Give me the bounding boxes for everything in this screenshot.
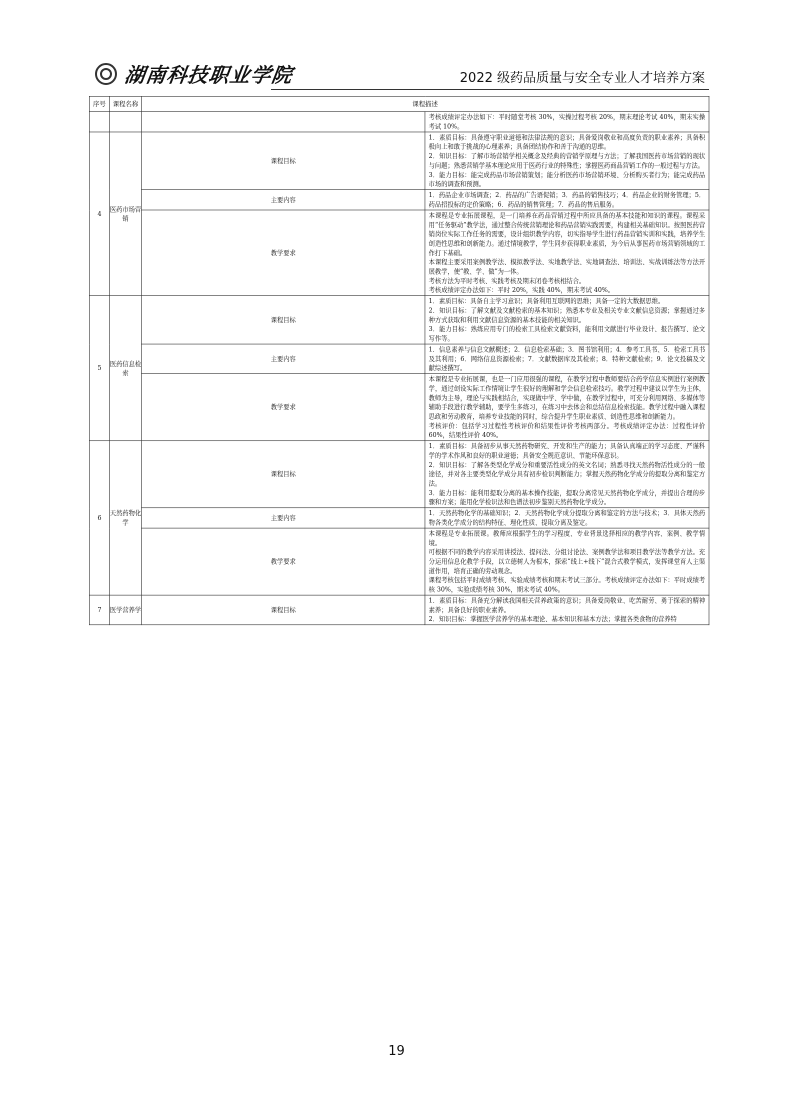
course-name: 医学营养学 [110, 595, 142, 625]
section-type-label: 课程目标 [141, 296, 425, 344]
description-paragraph: 1．素质目标：具备自主学习意识；具备利用互联网的思维；具备一定的大数据思维。 [428, 297, 665, 305]
description-paragraph: 2．知识目标：了解市场营销学相关概念及经典的营销学原理与方法；了解我国医药市场营销的现状与问题；熟悉营销学基本理论应用于医药行业的特殊性；掌握医药商品营销工作的一般过程与方法。 [428, 152, 706, 170]
table-row [89, 190, 708, 210]
course-name: 天然药物化学 [110, 441, 142, 595]
section-description [425, 441, 709, 508]
table-row [89, 528, 708, 595]
description-paragraph: 1．素质目标：具备初步从事天然药物研究、开发和生产的能力；具备认真端正的学习态度、严谨科学的学术作风和良好的职业道德；具备安全规范意识、节能环保意识。 [428, 442, 706, 460]
course-number: 7 [89, 595, 109, 625]
course-table [89, 96, 709, 625]
table-header-row [89, 96, 708, 111]
description-paragraph: 3．能力目标：熟练应用专门的检索工具检索文献资料，能利用文献进行毕业设计、报告撰写、论文写作等。 [428, 325, 706, 343]
course-number: 5 [89, 296, 109, 441]
table-row [89, 132, 708, 190]
page-number: 19 [388, 1044, 405, 1059]
description-paragraph: 3．能力目标：能完成药品市场营销策划；能分析医药市场营销环境、分析购买者行为；能完成药品市场的调查和预测。 [428, 170, 706, 188]
section-type-label: 主要内容 [141, 190, 425, 210]
section-type-label: 教学要求 [141, 210, 425, 296]
description-paragraph: 本课程是专业拓展课。教师应根据学生的学习程度、专业背景选择相应的教学内容、案例、教学情境。 [428, 529, 706, 547]
header-rule [271, 89, 709, 90]
description-paragraph: 3．能力目标：能利用提取分离的基本操作技能，提取分离常见天然药物化学成分，并提出合理的步骤和方案；能用化学检识法和色谱法初步鉴别天然药物化学成分。 [428, 488, 706, 506]
description-paragraph: 可根据不同的教学内容采用讲授法、提问法、分组讨论法、案例教学法和项目教学法等教学方法。充分运用信息化教学手段，以立德树人为根本，探索“线上+线下”混合式教学模式，发挥课堂育人主渠道作用，培育正确的劳动观念。 [428, 548, 706, 575]
section-type-label: 教学要求 [141, 374, 425, 441]
section-type-label: 主要内容 [141, 508, 425, 528]
college-seal-icon [95, 63, 117, 85]
table-row [89, 374, 708, 441]
section-description [425, 344, 709, 374]
description-paragraph: 1．素质目标：具备遵守职业道德和法律法规的意识；具备爱岗敬业和高度负责的职业素养；具备积极向上和敢于挑战的心理素养；具备团结协作和善于沟通的思维。 [428, 133, 706, 151]
description-paragraph: 考核成绩评定办法如下：平时 20%，实践 40%，期末考试 40%。 [428, 286, 615, 294]
description-paragraph: 考核评价：包括学习过程性考核评价和结果性评价考核两部分。考核成绩评定办法：过程性评价 60%，结果性评价 40%。 [428, 421, 706, 439]
description-paragraph: 考核方法为平时考核、实践考核及期末闭卷考核相结合。 [428, 276, 586, 285]
course-number: 4 [89, 132, 109, 296]
section-description [425, 595, 709, 625]
section-type-label: 课程目标 [141, 595, 425, 625]
section-description [425, 190, 709, 210]
section-description [425, 132, 709, 190]
description-paragraph: 2．知识目标：掌握医学营养学的基本理论、基本知识和基本方法；掌握各类食物的营养特 [428, 615, 677, 623]
section-description [425, 374, 709, 441]
course-name: 医药信息检索 [110, 296, 142, 441]
description-paragraph: 1．天然药物化学的基础知识；2．天然药物化学成分提取分离和鉴定的方法与技术；3．具体天然药物各类化学成分的结构特征、理化性质、提取分离及鉴定。 [428, 509, 706, 527]
table-row [89, 441, 708, 508]
course-name: 医药市场营销 [110, 132, 142, 296]
description-paragraph: 1．药品企业市场调查；2．药品的广告语促销；3．药品的销售技巧；4．药品企业的财务管理；5．药品招投标的定价策略；6．药品的销售管理；7．药品的售后服务。 [428, 191, 706, 209]
column-header-description: 课程描述 [141, 96, 708, 111]
description-paragraph: 2．知识目标：了解各类型化学成分和重要活性成分的英文名词；熟悉寻找天然药物活性成分的一般途径，并对各主要类型化学成分具有初步检识判断能力；掌握天然药物化学成分的提取分离和鉴定方法。 [428, 460, 706, 488]
section-type-label: 主要内容 [141, 344, 425, 374]
continuation-text: 考核成绩评定办法如下：平时随堂考核 30%，实操过程考核 20%，期末理论考试 40%，期末实操考试 10%。 [425, 112, 709, 132]
description-paragraph: 1．信息素养与信息文献概述；2．信息检索基础；3．图书馆利用；4．参考工具书、5．检索工具书及其利用；6．网络信息资源检索；7．文献数据库及其检索；8．特种文献检索；9．论文投稿及文献综述撰写。 [428, 345, 706, 372]
table-row [89, 595, 708, 625]
table-row [89, 296, 708, 344]
college-name: 湖南科技职业学院 [123, 63, 295, 87]
section-type-label: 课程目标 [141, 132, 425, 190]
column-header-course-name: 课程名称 [110, 96, 142, 111]
description-paragraph: 本课程是专业拓展课，也是一门应用很强的课程，在教学过程中教师要结合药学信息实例进行案例教学，通过创设实际工作情境让学生很好的理解和学会信息检索技巧。教学过程中建议以学生为主体，教师为主导，理论与实践相结合，实现做中学、学中做，在教学过程中，可充分利用网络、多媒体等辅助手段进行教学辅助，要学生多练习，在练习中去体会和总结信息检索技能。教学过程中融入课程思政和劳动教育，培养专业技能的同时，综合提升学生职业素质、创造性思维和创新能力。 [428, 375, 706, 421]
section-description [425, 528, 709, 595]
section-type-label: 课程目标 [141, 441, 425, 508]
description-paragraph: 课程考核包括平时成绩考核、实验成绩考核和期末考试三部分。考核成绩评定办法如下：平时成绩考核 30%，实验成绩考核 30%，期末考试 40%。 [428, 576, 706, 594]
section-description [425, 296, 709, 344]
description-paragraph: 1．素质目标：具备充分解读我国相关营养政策的意识；具备爱岗敬业、吃苦耐劳、勇于探索的精神素养；具备良好的职业素养。 [428, 596, 706, 614]
description-paragraph: 本课程主要采用案例教学法、模拟教学法、实地教学法、实地调查法、培训法、实战训练法等方法开展教学，使“教、学、做”为一体。 [428, 258, 706, 276]
plan-title: 2022 级药品质量与安全专业人才培养方案 [459, 71, 705, 86]
column-header-number: 序号 [89, 96, 109, 111]
page-header [91, 55, 709, 95]
table-row [89, 344, 708, 374]
section-description [425, 210, 709, 296]
description-paragraph: 本课程是专业拓展课程，是一门培养在药品营销过程中所应具备的基本技能和知识的课程。课程采用“任务驱动”教学法，通过整合传统营销理论和药品营销实践需要，构建相关基础知识。按照医药营销岗位实际工作任务的需要，设计组织教学内容，切实指导学生进行药品营销实训和实践，培养学生创造性思维和创新能力。通过情境教学，学生同步获得职业素质，为今后从事医药市场营销领域的工作打下基础。 [428, 211, 706, 257]
section-type-label: 教学要求 [141, 528, 425, 595]
section-description [425, 508, 709, 528]
description-paragraph: 2．知识目标：了解文献及文献检索的基本知识；熟悉本专业及相关专业文献信息资源；掌握通过多种方式获取和利用文献信息资源的基本技能的相关知识。 [428, 306, 706, 324]
table-row [89, 210, 708, 296]
continuation-row [89, 112, 708, 132]
table-row [89, 508, 708, 528]
course-number: 6 [89, 441, 109, 595]
